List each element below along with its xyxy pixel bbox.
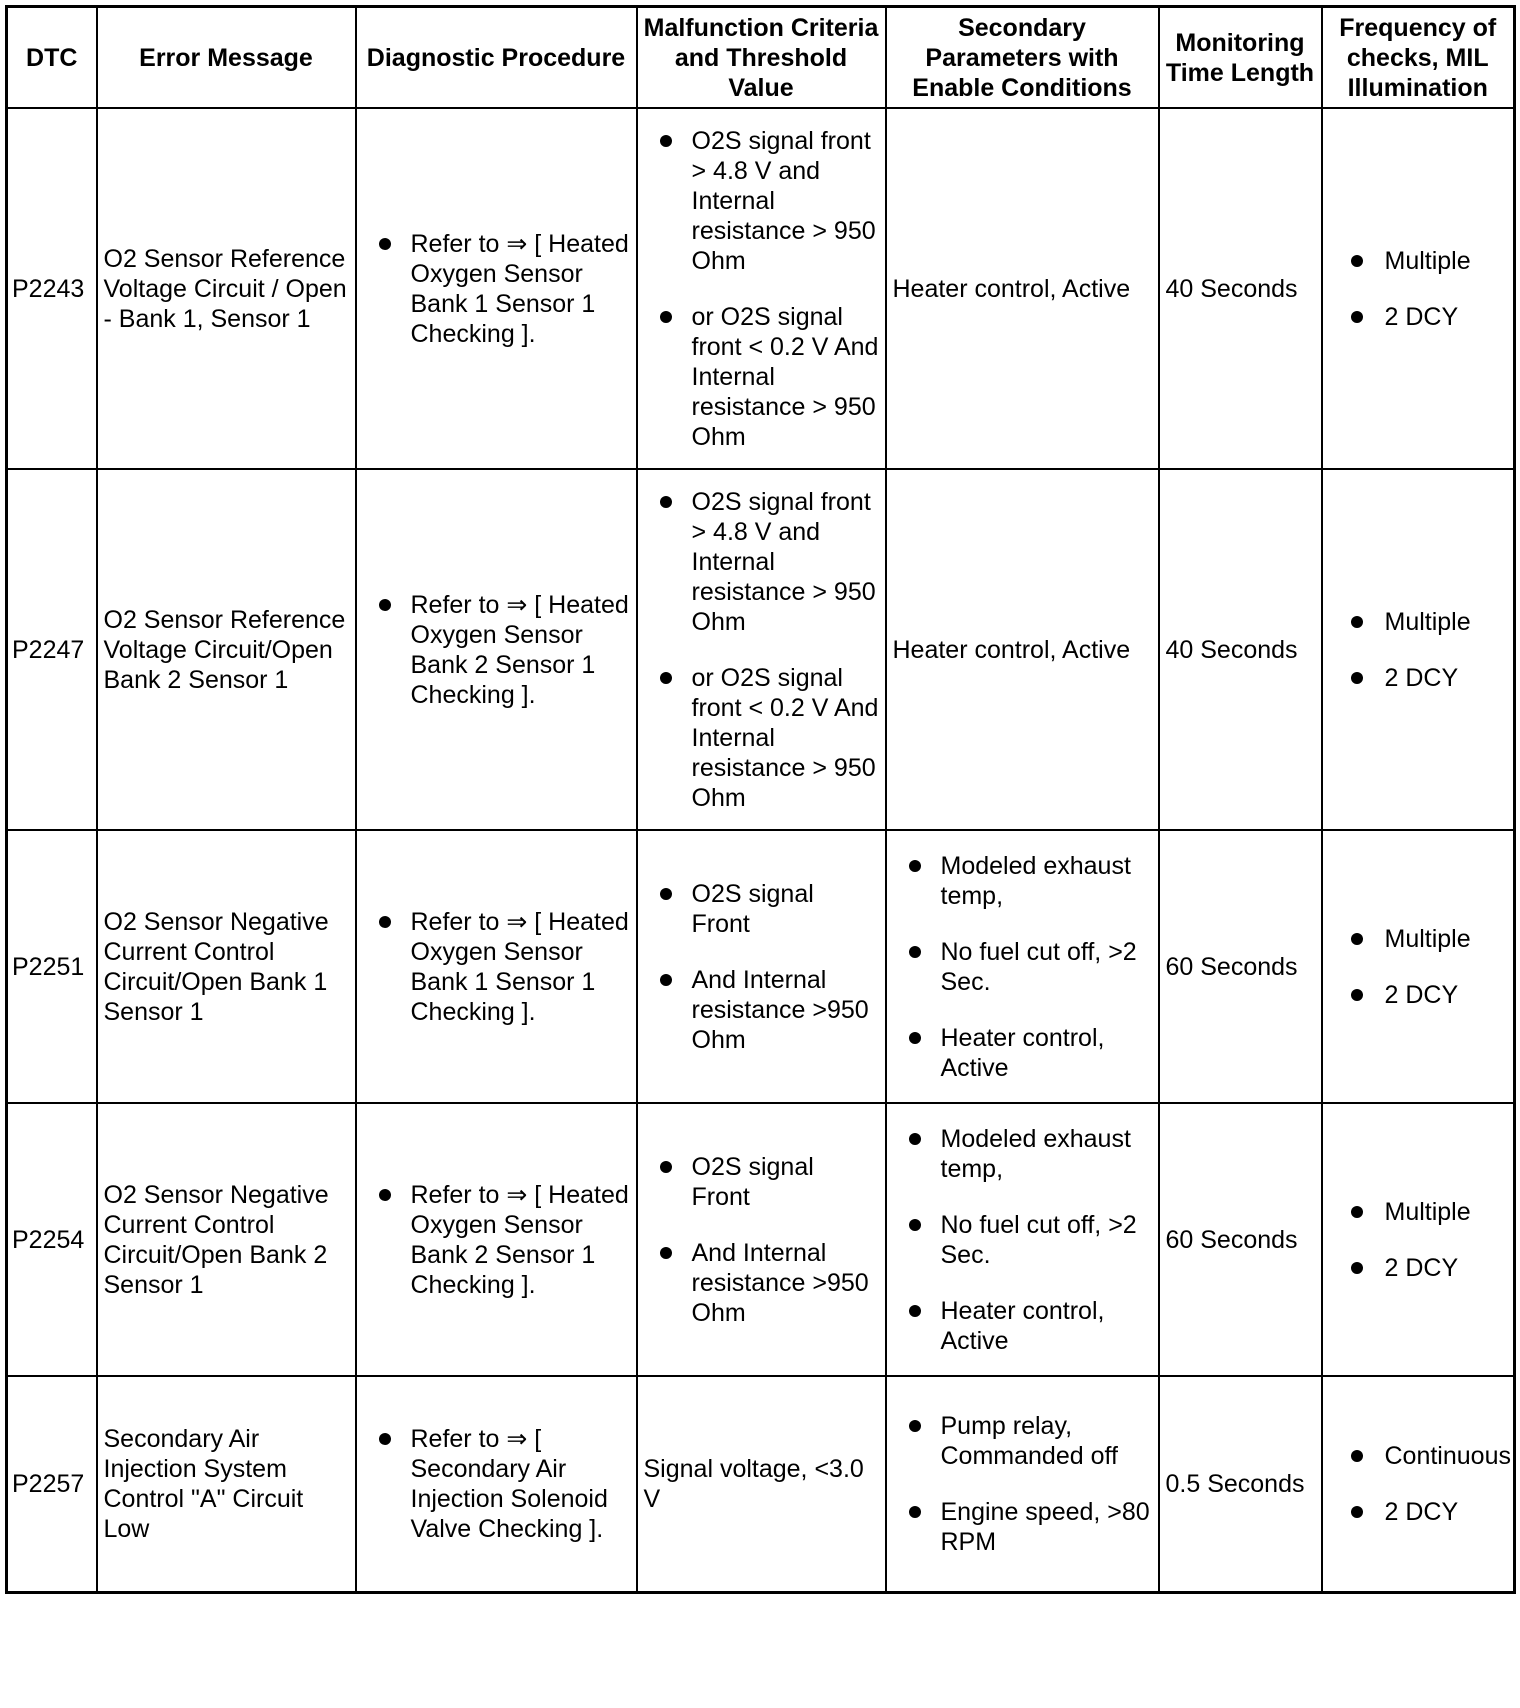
malfunction-criteria xyxy=(637,830,886,1103)
criteria-item: or O2S signal front < 0.2 V And Internal resistance > 950 Ohm xyxy=(644,663,879,813)
procedure-item: Refer to ⇒ [ Heated Oxygen Sensor Bank 2 Sensor 1 Checking ]. xyxy=(363,590,630,710)
header-monitoring-time: Monitoring Time Length xyxy=(1159,7,1322,109)
diagnostic-procedure xyxy=(356,1376,637,1592)
criteria-item: And Internal resistance >950 Ohm xyxy=(644,1238,879,1328)
secondary-parameters xyxy=(886,830,1159,1103)
secondary-parameters: Heater control, Active xyxy=(886,108,1159,469)
secondary-parameters xyxy=(886,1103,1159,1376)
table-row xyxy=(7,830,1515,1103)
diagnostic-procedure xyxy=(356,108,637,469)
dtc-code: P2243 xyxy=(7,108,97,469)
error-message: Secondary Air Injection System Control "A" Circuit Low xyxy=(97,1376,356,1592)
dtc-code: P2247 xyxy=(7,469,97,830)
frequency xyxy=(1322,830,1515,1103)
monitoring-time: 40 Seconds xyxy=(1159,108,1322,469)
procedure-item: Refer to ⇒ [ Heated Oxygen Sensor Bank 1 Sensor 1 Checking ]. xyxy=(363,907,630,1027)
header-row xyxy=(7,7,1515,109)
dtc-code: P2257 xyxy=(7,1376,97,1592)
monitoring-time: 40 Seconds xyxy=(1159,469,1322,830)
header-error-message: Error Message xyxy=(97,7,356,109)
secondary-item: Modeled exhaust temp, xyxy=(893,1124,1152,1184)
frequency-item: Multiple xyxy=(1329,1197,1508,1227)
header-frequency: Frequency of checks, MIL Illumination xyxy=(1322,7,1515,109)
secondary-item: Pump relay, Commanded off xyxy=(893,1411,1152,1471)
table-row xyxy=(7,1376,1515,1592)
frequency xyxy=(1322,108,1515,469)
malfunction-criteria xyxy=(637,108,886,469)
frequency-item: Multiple xyxy=(1329,607,1508,637)
dtc-code: P2251 xyxy=(7,830,97,1103)
monitoring-time: 60 Seconds xyxy=(1159,1103,1322,1376)
table-row xyxy=(7,469,1515,830)
frequency xyxy=(1322,469,1515,830)
malfunction-criteria xyxy=(637,469,886,830)
frequency-item: Multiple xyxy=(1329,246,1508,276)
frequency-item: 2 DCY xyxy=(1329,302,1508,332)
diagnostic-procedure xyxy=(356,469,637,830)
criteria-item: O2S signal Front xyxy=(644,879,879,939)
secondary-item: Modeled exhaust temp, xyxy=(893,851,1152,911)
secondary-item: Heater control, Active xyxy=(893,1296,1152,1356)
error-message: O2 Sensor Negative Current Control Circuit/Open Bank 1 Sensor 1 xyxy=(97,830,356,1103)
procedure-item: Refer to ⇒ [ Heated Oxygen Sensor Bank 2 Sensor 1 Checking ]. xyxy=(363,1180,630,1300)
header-malfunction-criteria: Malfunction Criteria and Threshold Value xyxy=(637,7,886,109)
procedure-item: Refer to ⇒ [ Heated Oxygen Sensor Bank 1 Sensor 1 Checking ]. xyxy=(363,229,630,349)
frequency-item: 2 DCY xyxy=(1329,980,1508,1010)
frequency xyxy=(1322,1103,1515,1376)
frequency-item: 2 DCY xyxy=(1329,1497,1508,1527)
header-secondary-parameters: Secondary Parameters with Enable Conditions xyxy=(886,7,1159,109)
diagnostic-procedure xyxy=(356,830,637,1103)
frequency-item: 2 DCY xyxy=(1329,1253,1508,1283)
frequency-item: Multiple xyxy=(1329,924,1508,954)
error-message: O2 Sensor Negative Current Control Circuit/Open Bank 2 Sensor 1 xyxy=(97,1103,356,1376)
error-message: O2 Sensor Reference Voltage Circuit / Open - Bank 1, Sensor 1 xyxy=(97,108,356,469)
header-dtc: DTC xyxy=(7,7,97,109)
table-row xyxy=(7,108,1515,469)
frequency xyxy=(1322,1376,1515,1592)
error-message: O2 Sensor Reference Voltage Circuit/Open Bank 2 Sensor 1 xyxy=(97,469,356,830)
frequency-item: 2 DCY xyxy=(1329,663,1508,693)
dtc-code: P2254 xyxy=(7,1103,97,1376)
criteria-item: O2S signal front > 4.8 V and Internal resistance > 950 Ohm xyxy=(644,126,879,276)
monitoring-time: 0.5 Seconds xyxy=(1159,1376,1322,1592)
dtc-table xyxy=(5,5,1516,1594)
secondary-item: No fuel cut off, >2 Sec. xyxy=(893,1210,1152,1270)
frequency-item: Continuous xyxy=(1329,1441,1508,1471)
monitoring-time: 60 Seconds xyxy=(1159,830,1322,1103)
criteria-item: O2S signal Front xyxy=(644,1152,879,1212)
table-row xyxy=(7,1103,1515,1376)
malfunction-criteria xyxy=(637,1103,886,1376)
criteria-item: or O2S signal front < 0.2 V And Internal resistance > 950 Ohm xyxy=(644,302,879,452)
secondary-item: Engine speed, >80 RPM xyxy=(893,1497,1152,1557)
secondary-parameters: Heater control, Active xyxy=(886,469,1159,830)
diagnostic-procedure xyxy=(356,1103,637,1376)
procedure-item: Refer to ⇒ [ Secondary Air Injection Solenoid Valve Checking ]. xyxy=(363,1424,630,1544)
secondary-item: No fuel cut off, >2 Sec. xyxy=(893,937,1152,997)
criteria-item: And Internal resistance >950 Ohm xyxy=(644,965,879,1055)
secondary-item: Heater control, Active xyxy=(893,1023,1152,1083)
criteria-item: O2S signal front > 4.8 V and Internal resistance > 950 Ohm xyxy=(644,487,879,637)
malfunction-criteria: Signal voltage, <3.0 V xyxy=(637,1376,886,1592)
header-diagnostic-procedure: Diagnostic Procedure xyxy=(356,7,637,109)
secondary-parameters xyxy=(886,1376,1159,1592)
